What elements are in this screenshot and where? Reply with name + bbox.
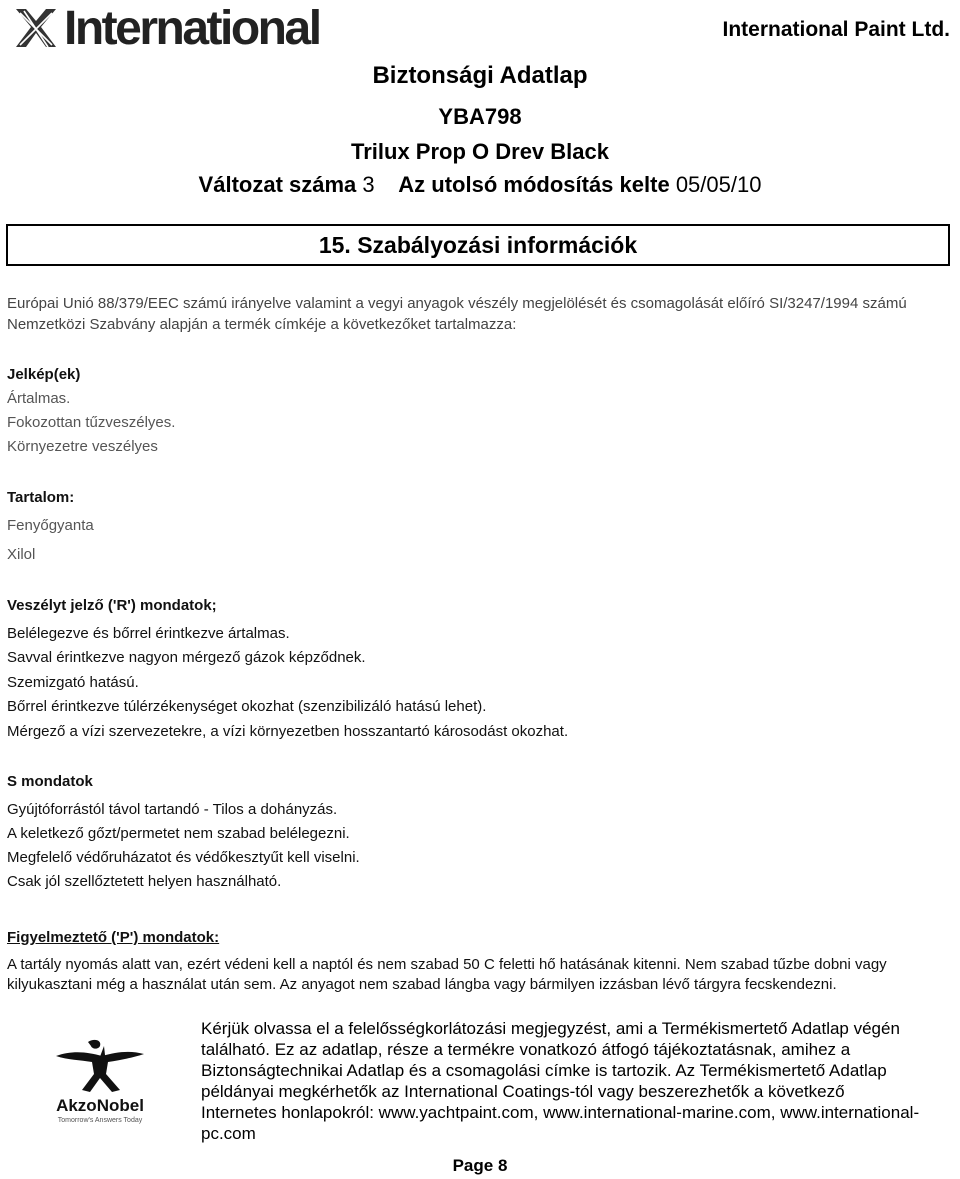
r-phrase-item: Savval érintkezve nagyon mérgező gázok képződnek. <box>7 649 366 666</box>
s-phrase-item: Gyújtóforrástól távol tartandó - Tilos a dohányzás. <box>7 801 338 818</box>
version-line <box>0 172 960 198</box>
symbol-item: Ártalmas. <box>7 390 71 407</box>
symbols-heading: Jelkép(ek) <box>7 366 81 383</box>
akzonobel-tagline: Tomorrow's Answers Today <box>57 1117 143 1124</box>
symbol-item: Fokozottan tűzveszélyes. <box>7 414 176 431</box>
international-logo <box>12 4 320 54</box>
s-phrases-heading: S mondatok <box>7 773 93 790</box>
company-name: International Paint Ltd. <box>722 18 950 41</box>
s-phrase-item: A keletkező gőzt/permetet nem szabad belélegezni. <box>7 825 350 842</box>
p-phrases-text: A tartály nyomás alatt van, ezért védeni kell a naptól és nem szabad 50 C feletti hő hatásának kitenni. Nem szabad tűzbe dobni vagy kilyukasztani még a használat után sem. Az anyagot nem szabad lángba vagy bármilyen izzásban lévő tárgyra fecskendezni. <box>7 956 887 993</box>
document-title: Biztonsági Adatlap <box>372 62 588 89</box>
r-phrase-item: Belélegezve és bőrrel érintkezve ártalmas. <box>7 625 290 642</box>
footer-notice: Kérjük olvassa el a felelősségkorlátozási megjegyzést, ami a Termékismertető Adatlap végén található. Ez az adatlap, része a termékre vonatkozó átfogó tájékoztatásnak, amihez a Biztonságtechnikai Adatlap és a csomagolási címke is tartozik. Az Termékismertető Adatlap példányai megkérhetők az International Coatings-tól vagy beszerezhetők a következő Internetes honlapokról: www.yachtpaint.com, www.international-marine.com, www.international-pc.com <box>201 1019 920 1143</box>
section-title: 15. Szabályozási információk <box>318 232 638 258</box>
r-phrase-item: Szemizgató hatású. <box>7 674 139 691</box>
akzonobel-wordmark: AkzoNobel <box>56 1096 144 1115</box>
p-phrases-heading: Figyelmeztető ('P') mondatok: <box>7 929 220 946</box>
version-label: Változat száma <box>198 172 357 197</box>
section-intro: Európai Unió 88/379/EEC számú irányelve valamint a vegyi anyagok vészély megjelölését és csomagolását előíró SI/3247/1994 számú Nemzetközi Szabvány alapján a termék címkéje a következőket tartalmazza: <box>7 295 907 333</box>
symbol-item: Környezetre veszélyes <box>7 438 158 455</box>
s-phrase-item: Megfelelő védőruházatot és védőkesztyűt kell viselni. <box>7 849 360 866</box>
r-phrase-item: Bőrrel érintkezve túlérzékenységet okozhat (szenzibilizáló hatású lehet). <box>7 698 487 715</box>
version-value: 3 <box>362 172 375 197</box>
product-name: Trilux Prop O Drev Black <box>351 139 609 164</box>
section-title-box <box>6 224 950 266</box>
akzonobel-logo <box>36 1034 164 1126</box>
modified-label: Az utolsó módosítás kelte <box>398 172 670 197</box>
logo-wordmark: International <box>64 2 320 55</box>
contents-item: Xilol <box>7 546 36 563</box>
international-x-logo-icon <box>12 5 60 53</box>
contents-item: Fenyőgyanta <box>7 517 94 534</box>
r-phrases-heading: Veszélyt jelző ('R') mondatok; <box>7 597 217 614</box>
r-phrase-item: Mérgező a vízi szervezetekre, a vízi környezetben hosszantartó károsodást okozhat. <box>7 723 569 740</box>
modified-value: 05/05/10 <box>675 172 762 197</box>
contents-heading: Tartalom: <box>7 489 75 506</box>
s-phrase-item: Csak jól szellőztetett helyen használható. <box>7 873 282 890</box>
product-code: YBA798 <box>438 104 522 129</box>
akzonobel-figure-icon <box>56 1040 144 1092</box>
page-number: Page 8 <box>452 1156 508 1175</box>
